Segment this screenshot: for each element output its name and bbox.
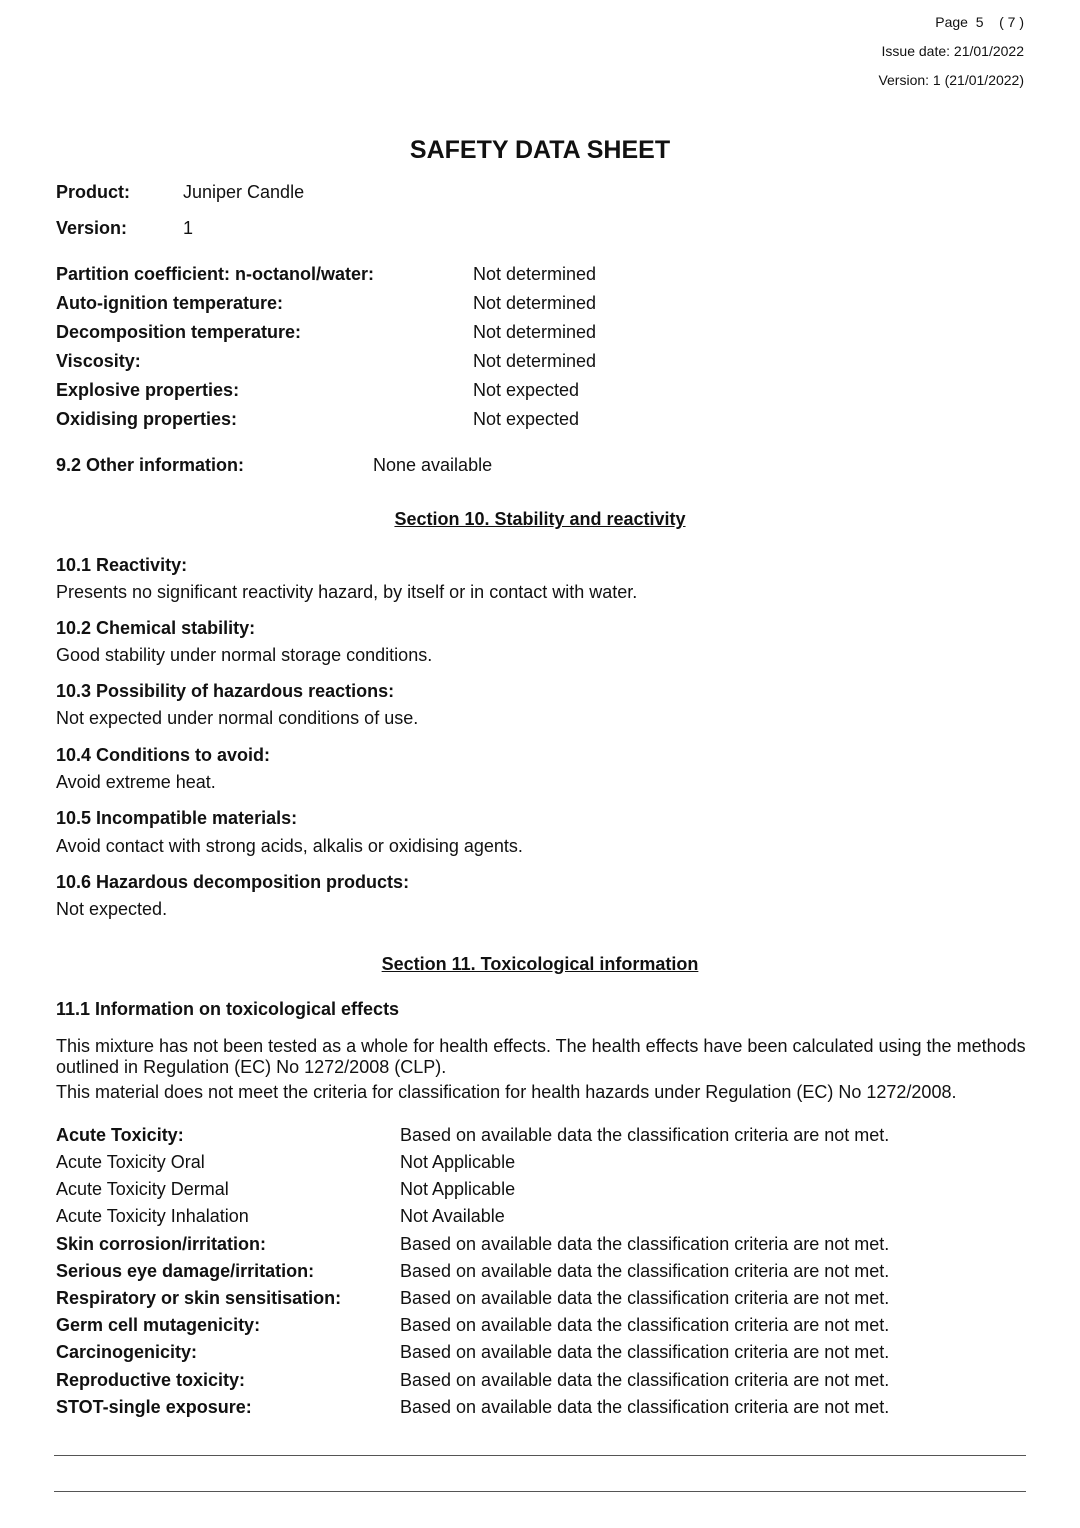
hazardous-reactions-text: Not expected under normal conditions of use. — [56, 708, 419, 728]
reactivity-text: Presents no significant reactivity hazard, by itself or in contact with water. — [56, 582, 638, 602]
toxicity-row-value: Based on available data the classification criteria are not met. — [400, 1315, 890, 1335]
chemical-stability-label: 10.2 Chemical stability: — [56, 618, 256, 638]
footer-divider-top — [54, 1455, 1026, 1456]
decomposition-products-text: Not expected. — [56, 899, 168, 919]
page-total: ( 7 ) — [999, 14, 1024, 30]
toxicity-row-label: Acute Toxicity: — [56, 1125, 184, 1145]
toxicity-row-label: Respiratory or skin sensitisation: — [56, 1288, 342, 1308]
toxicity-row-value: Based on available data the classification criteria are not met. — [400, 1370, 890, 1390]
issue-date: Issue date: 21/01/2022 — [881, 43, 1024, 59]
toxicity-row-value: Based on available data the classification criteria are not met. — [400, 1397, 890, 1417]
toxicity-row-label: Serious eye damage/irritation: — [56, 1261, 315, 1281]
incompatible-materials-text: Avoid contact with strong acids, alkalis or oxidising agents. — [56, 836, 523, 856]
version-label: Version: — [56, 218, 128, 238]
toxicity-row-label: Acute Toxicity Dermal — [56, 1179, 229, 1199]
page-label: Page — [935, 14, 968, 30]
toxicity-row-label: Carcinogenicity: — [56, 1342, 198, 1362]
page-indicator — [935, 14, 1024, 30]
page-number: 5 — [975, 14, 984, 30]
toxicity-row-value: Not Applicable — [400, 1152, 516, 1172]
toxicity-row-value: Not Applicable — [400, 1179, 516, 1199]
toxicity-row-label: Acute Toxicity Oral — [56, 1152, 205, 1172]
other-info-value: None available — [373, 455, 493, 475]
toxicity-row-label: Skin corrosion/irritation: — [56, 1234, 267, 1254]
toxicity-row-value: Not Available — [400, 1206, 505, 1226]
toxicity-row-label: Reproductive toxicity: — [56, 1370, 246, 1390]
property-label: Explosive properties: — [56, 380, 240, 400]
property-value: Not determined — [473, 293, 597, 313]
version-line: Version: 1 (21/01/2022) — [878, 72, 1024, 88]
incompatible-materials-label: 10.5 Incompatible materials: — [56, 808, 298, 828]
toxicity-row-value: Based on available data the classification criteria are not met. — [400, 1288, 890, 1308]
property-value: Not determined — [473, 351, 597, 371]
other-info-label: 9.2 Other information: — [56, 455, 245, 475]
toxicity-row-value: Based on available data the classification criteria are not met. — [400, 1342, 890, 1362]
toxicity-row-label: STOT-single exposure: — [56, 1397, 252, 1417]
conditions-to-avoid-text: Avoid extreme heat. — [56, 772, 216, 792]
property-label: Decomposition temperature: — [56, 322, 302, 342]
toxicology-paragraph-1: This mixture has not been tested as a whole for health effects. The health effects have been calculated using the methods outlined in Regulation (EC) No 1272/2008 (CLP). — [56, 1036, 1026, 1077]
property-label: Viscosity: — [56, 351, 141, 371]
section-11-heading: Section 11. Toxicological information — [381, 954, 699, 974]
toxicology-paragraph-2: This material does not meet the criteria for classification for health hazards under Regulation (EC) No 1272/2008. — [56, 1082, 957, 1102]
decomposition-products-label: 10.6 Hazardous decomposition products: — [56, 872, 410, 892]
document-title: SAFETY DATA SHEET — [409, 136, 671, 164]
chemical-stability-text: Good stability under normal storage conditions. — [56, 645, 433, 665]
toxicity-row-label: Acute Toxicity Inhalation — [56, 1206, 249, 1226]
version-value: 1 — [183, 218, 194, 238]
section-10-heading: Section 10. Stability and reactivity — [394, 509, 686, 529]
property-value: Not expected — [473, 380, 580, 400]
property-value: Not determined — [473, 322, 597, 342]
toxicological-effects-subheading: 11.1 Information on toxicological effects — [56, 999, 400, 1019]
toxicity-row-value: Based on available data the classification criteria are not met. — [400, 1125, 890, 1145]
property-label: Oxidising properties: — [56, 409, 238, 429]
conditions-to-avoid-label: 10.4 Conditions to avoid: — [56, 745, 271, 765]
product-value: Juniper Candle — [183, 182, 305, 202]
property-value: Not determined — [473, 264, 597, 284]
toxicity-row-value: Based on available data the classification criteria are not met. — [400, 1234, 890, 1254]
toxicity-row-label: Germ cell mutagenicity: — [56, 1315, 261, 1335]
property-label: Auto-ignition temperature: — [56, 293, 283, 313]
property-value: Not expected — [473, 409, 580, 429]
property-label: Partition coefficient: n-octanol/water: — [56, 264, 375, 284]
toxicity-row-value: Based on available data the classification criteria are not met. — [400, 1261, 890, 1281]
hazardous-reactions-label: 10.3 Possibility of hazardous reactions: — [56, 681, 395, 701]
footer-divider-bottom — [54, 1491, 1026, 1492]
reactivity-label: 10.1 Reactivity: — [56, 555, 188, 575]
product-label: Product: — [56, 182, 130, 202]
